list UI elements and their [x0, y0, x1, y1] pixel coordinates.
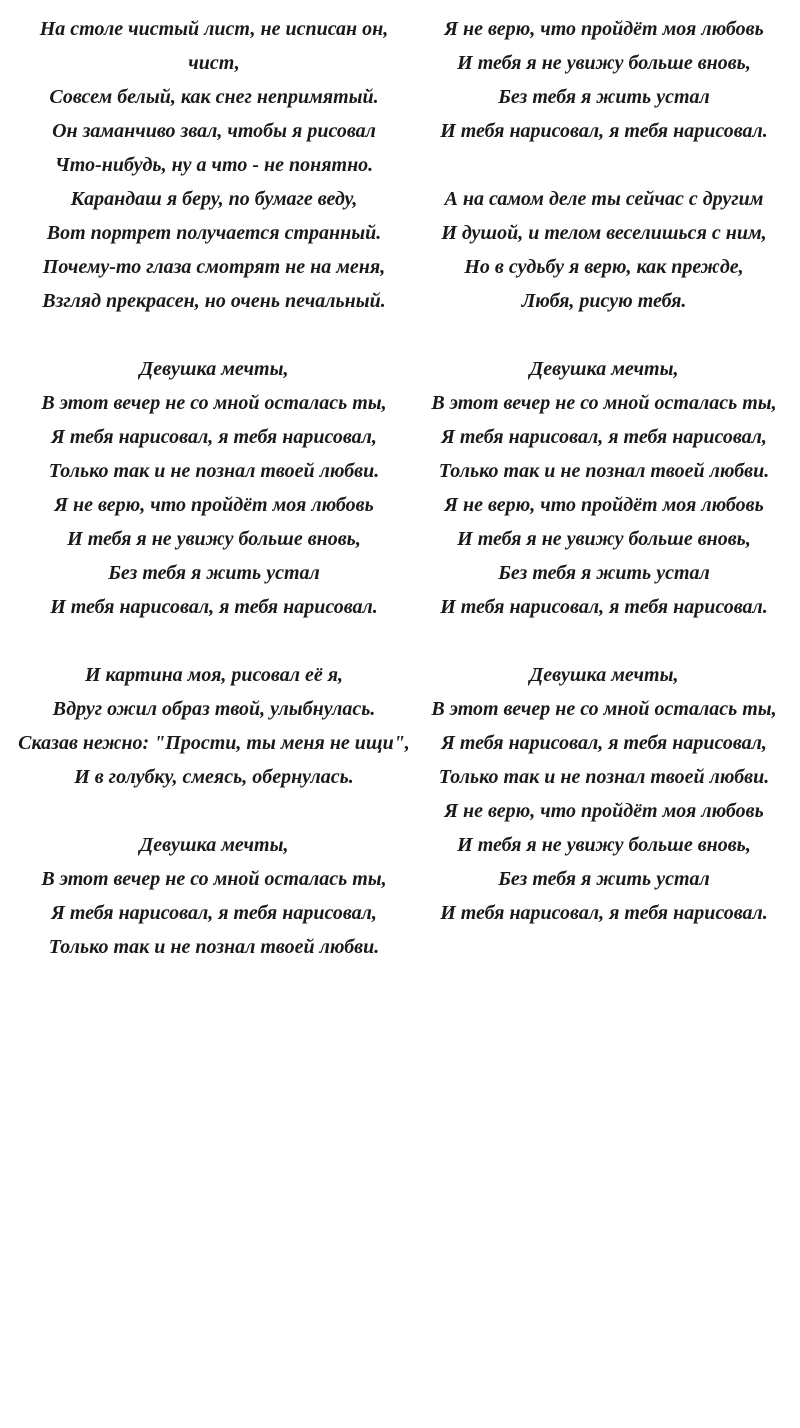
lyric-line: В этот вечер не со мной осталась ты, — [41, 868, 387, 890]
right-lyrics-column — [412, 12, 796, 930]
lyric-line: Девушка мечты, — [529, 358, 679, 380]
lyric-line: Только так и не познал твоей любви. — [48, 460, 380, 482]
lyric-line: Почему-то глаза смотрят не на меня, — [42, 256, 386, 278]
lyric-line: Я тебя нарисовал, я тебя нарисовал, — [441, 426, 767, 448]
lyric-line: В этот вечер не со мной осталась ты, — [41, 392, 387, 414]
lyric-line: Что-нибудь, ну а что - не понятно. — [54, 154, 374, 176]
lyric-line: Взгляд прекрасен, но очень печальный. — [42, 290, 386, 312]
lyric-line: В этот вечер не со мной осталась ты, — [431, 698, 777, 720]
lyric-line: И тебя нарисовал, я тебя нарисовал. — [50, 596, 378, 618]
lyric-line: Я тебя нарисовал, я тебя нарисовал, — [441, 732, 767, 754]
lyric-line: Без тебя я жить устал — [498, 868, 710, 890]
lyric-line: И тебя нарисовал, я тебя нарисовал. — [440, 120, 768, 142]
lyric-line: И тебя нарисовал, я тебя нарисовал. — [440, 902, 768, 924]
left-lyrics-column — [16, 12, 412, 964]
lyric-line: Девушка мечты, — [139, 834, 289, 856]
lyric-line: Только так и не познал твоей любви. — [48, 936, 380, 958]
lyric-line: Без тебя я жить устал — [498, 86, 710, 108]
stanza-break — [412, 318, 796, 352]
lyric-line: И тебя я не увижу больше вновь, — [457, 528, 751, 550]
lyric-line: И картина моя, рисовал её я, — [84, 664, 344, 686]
lyric-line: И тебя я не увижу больше вновь, — [457, 834, 751, 856]
stanza-break — [16, 624, 412, 658]
lyric-line: Я тебя нарисовал, я тебя нарисовал, — [51, 426, 377, 448]
lyric-line: Я не верю, что пройдёт моя любовь — [444, 800, 764, 822]
lyric-line: И душой, и телом веселишься с ним, — [441, 222, 767, 244]
lyric-line: Я не верю, что пройдёт моя любовь — [444, 494, 764, 516]
lyric-line: Вот портрет получается странный. — [46, 222, 382, 244]
stanza-break — [16, 794, 412, 828]
stanza-break — [16, 318, 412, 352]
lyric-line: Девушка мечты, — [139, 358, 289, 380]
lyric-line: Совсем белый, как снег непримятый. — [49, 86, 379, 108]
lyric-line: Только так и не познал твоей любви. — [438, 766, 770, 788]
lyric-line: Вдруг ожил образ твой, улыбнулась. — [52, 698, 376, 720]
lyric-line: На столе чистый лист, не исписан он, чист, — [39, 18, 389, 74]
lyric-line: Девушка мечты, — [529, 664, 679, 686]
stanza-break — [412, 148, 796, 182]
lyric-line: И в голубку, смеясь, обернулась. — [74, 766, 354, 788]
lyric-line: Я не верю, что пройдёт моя любовь — [444, 18, 764, 40]
lyric-line: И тебя я не увижу больше вновь, — [457, 52, 751, 74]
lyric-line: Без тебя я жить устал — [108, 562, 320, 584]
lyric-line: Любя, рисую тебя. — [521, 290, 687, 312]
lyric-line: А на самом деле ты сейчас с другим — [444, 188, 764, 210]
lyric-line: Сказав нежно: "Прости, ты меня не ищи", — [18, 732, 410, 754]
lyric-line: Он заманчиво звал, чтобы я рисовал — [52, 120, 376, 142]
lyric-line: Только так и не познал твоей любви. — [438, 460, 770, 482]
lyric-line: И тебя нарисовал, я тебя нарисовал. — [440, 596, 768, 618]
lyric-line: Карандаш я беру, по бумаге веду, — [70, 188, 358, 210]
lyric-line: В этот вечер не со мной осталась ты, — [431, 392, 777, 414]
lyric-line: И тебя я не увижу больше вновь, — [67, 528, 361, 550]
lyric-line: Я тебя нарисовал, я тебя нарисовал, — [51, 902, 377, 924]
lyric-line: Но в судьбу я верю, как прежде, — [464, 256, 744, 278]
lyric-line: Я не верю, что пройдёт моя любовь — [54, 494, 374, 516]
stanza-break — [412, 624, 796, 658]
lyric-line: Без тебя я жить устал — [498, 562, 710, 584]
